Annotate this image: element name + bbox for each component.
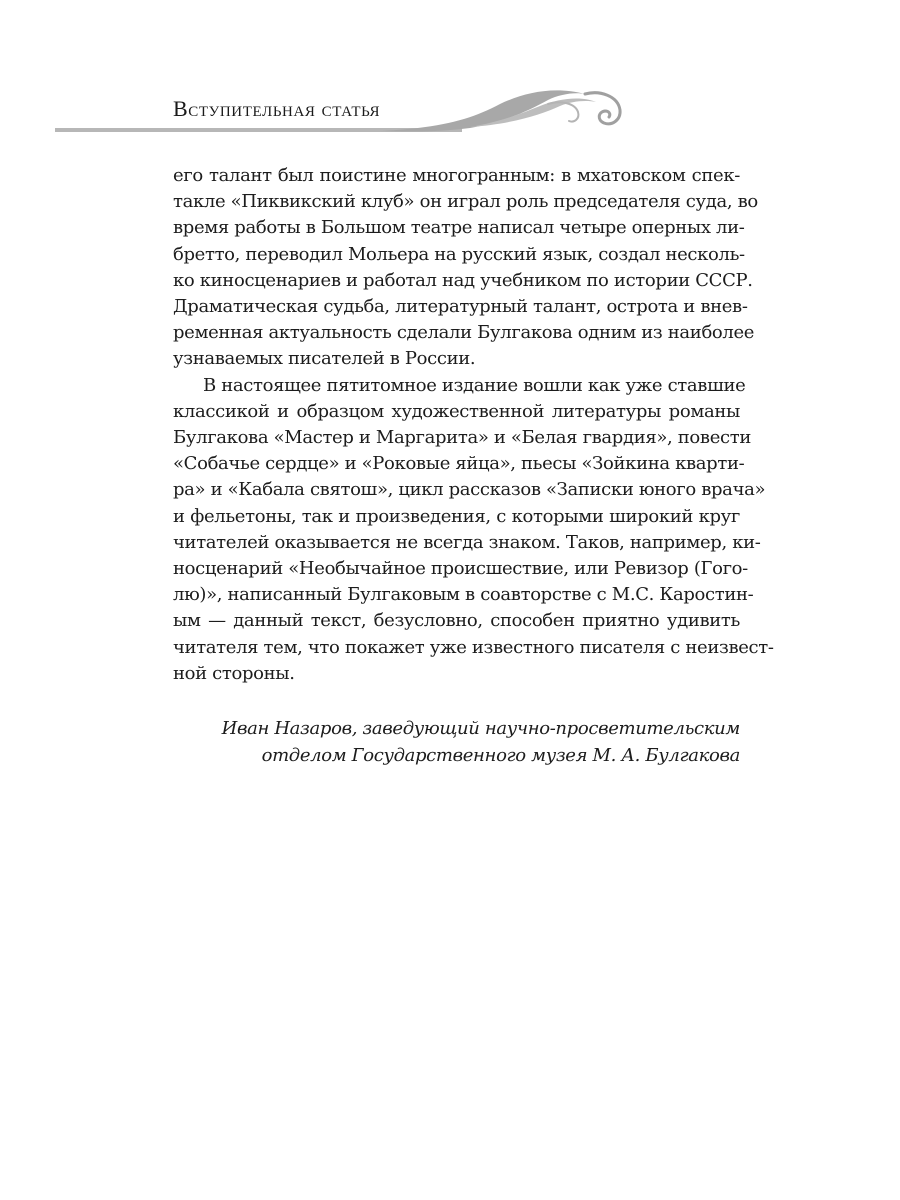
text-line: бретто, переводил Мольера на русский язык, создал несколь-: [173, 243, 745, 265]
text-line: читателей оказывается не всегда знаком. Таков, например, ки-: [173, 531, 761, 553]
text-line: время работы в Большом театре написал четыре оперных ли-: [173, 217, 745, 239]
text-line: носценарий «Необычайное происшествие, или Ревизор (Гого-: [173, 558, 748, 580]
text-line: читателя тем, что покажет уже известного писателя с неизвест-: [173, 636, 774, 658]
attribution-line: Иван Назаров, заведующий научно-просветительским: [221, 718, 740, 739]
text-line: Булгакова «Мастер и Маргарита» и «Белая гвардия», повести: [173, 427, 751, 449]
page-header: [0, 70, 900, 150]
text-line: В настоящее пятитомное издание вошли как уже ставшие: [203, 374, 746, 396]
header-rule-ornament: [0, 70, 900, 150]
text-line: узнаваемых писателей в России.: [173, 348, 476, 370]
author-attribution: [173, 715, 740, 769]
text-line: ко киносценариев и работал над учебником по истории СССР.: [173, 269, 753, 291]
text-line: такле «Пиквикский клуб» он играл роль председателя суда, во: [173, 191, 758, 213]
text-line: классикой и образцом художественной литературы романы: [173, 400, 740, 422]
text-line: его талант был поистине многогранным: в мхатовском спек-: [173, 165, 740, 186]
running-title: Вступительная статья: [173, 96, 381, 121]
attribution-line: отделом Государственного музея М. А. Булгакова: [261, 745, 740, 766]
paragraph: [173, 163, 758, 373]
text-line: «Собачье сердце» и «Роковые яйца», пьесы «Зойкина кварти-: [173, 453, 745, 475]
text-line: ра» и «Кабала святош», цикл рассказов «Записки юного врача»: [173, 479, 766, 501]
article-body: [173, 163, 774, 687]
text-line: ременная актуальность сделали Булгакова одним из наиболее: [173, 322, 755, 344]
paragraph: [173, 373, 774, 687]
text-line: ым — данный текст, безусловно, способен приятно удивить: [173, 610, 740, 632]
text-line: Драматическая судьба, литературный талант, острота и внев-: [173, 296, 748, 318]
text-line: лю)», написанный Булгаковым в соавторстве с М.С. Каростин-: [173, 584, 754, 606]
text-line: и фельетоны, так и произведения, с которыми широкий круг: [173, 505, 740, 527]
text-line: ной стороны.: [173, 662, 295, 684]
